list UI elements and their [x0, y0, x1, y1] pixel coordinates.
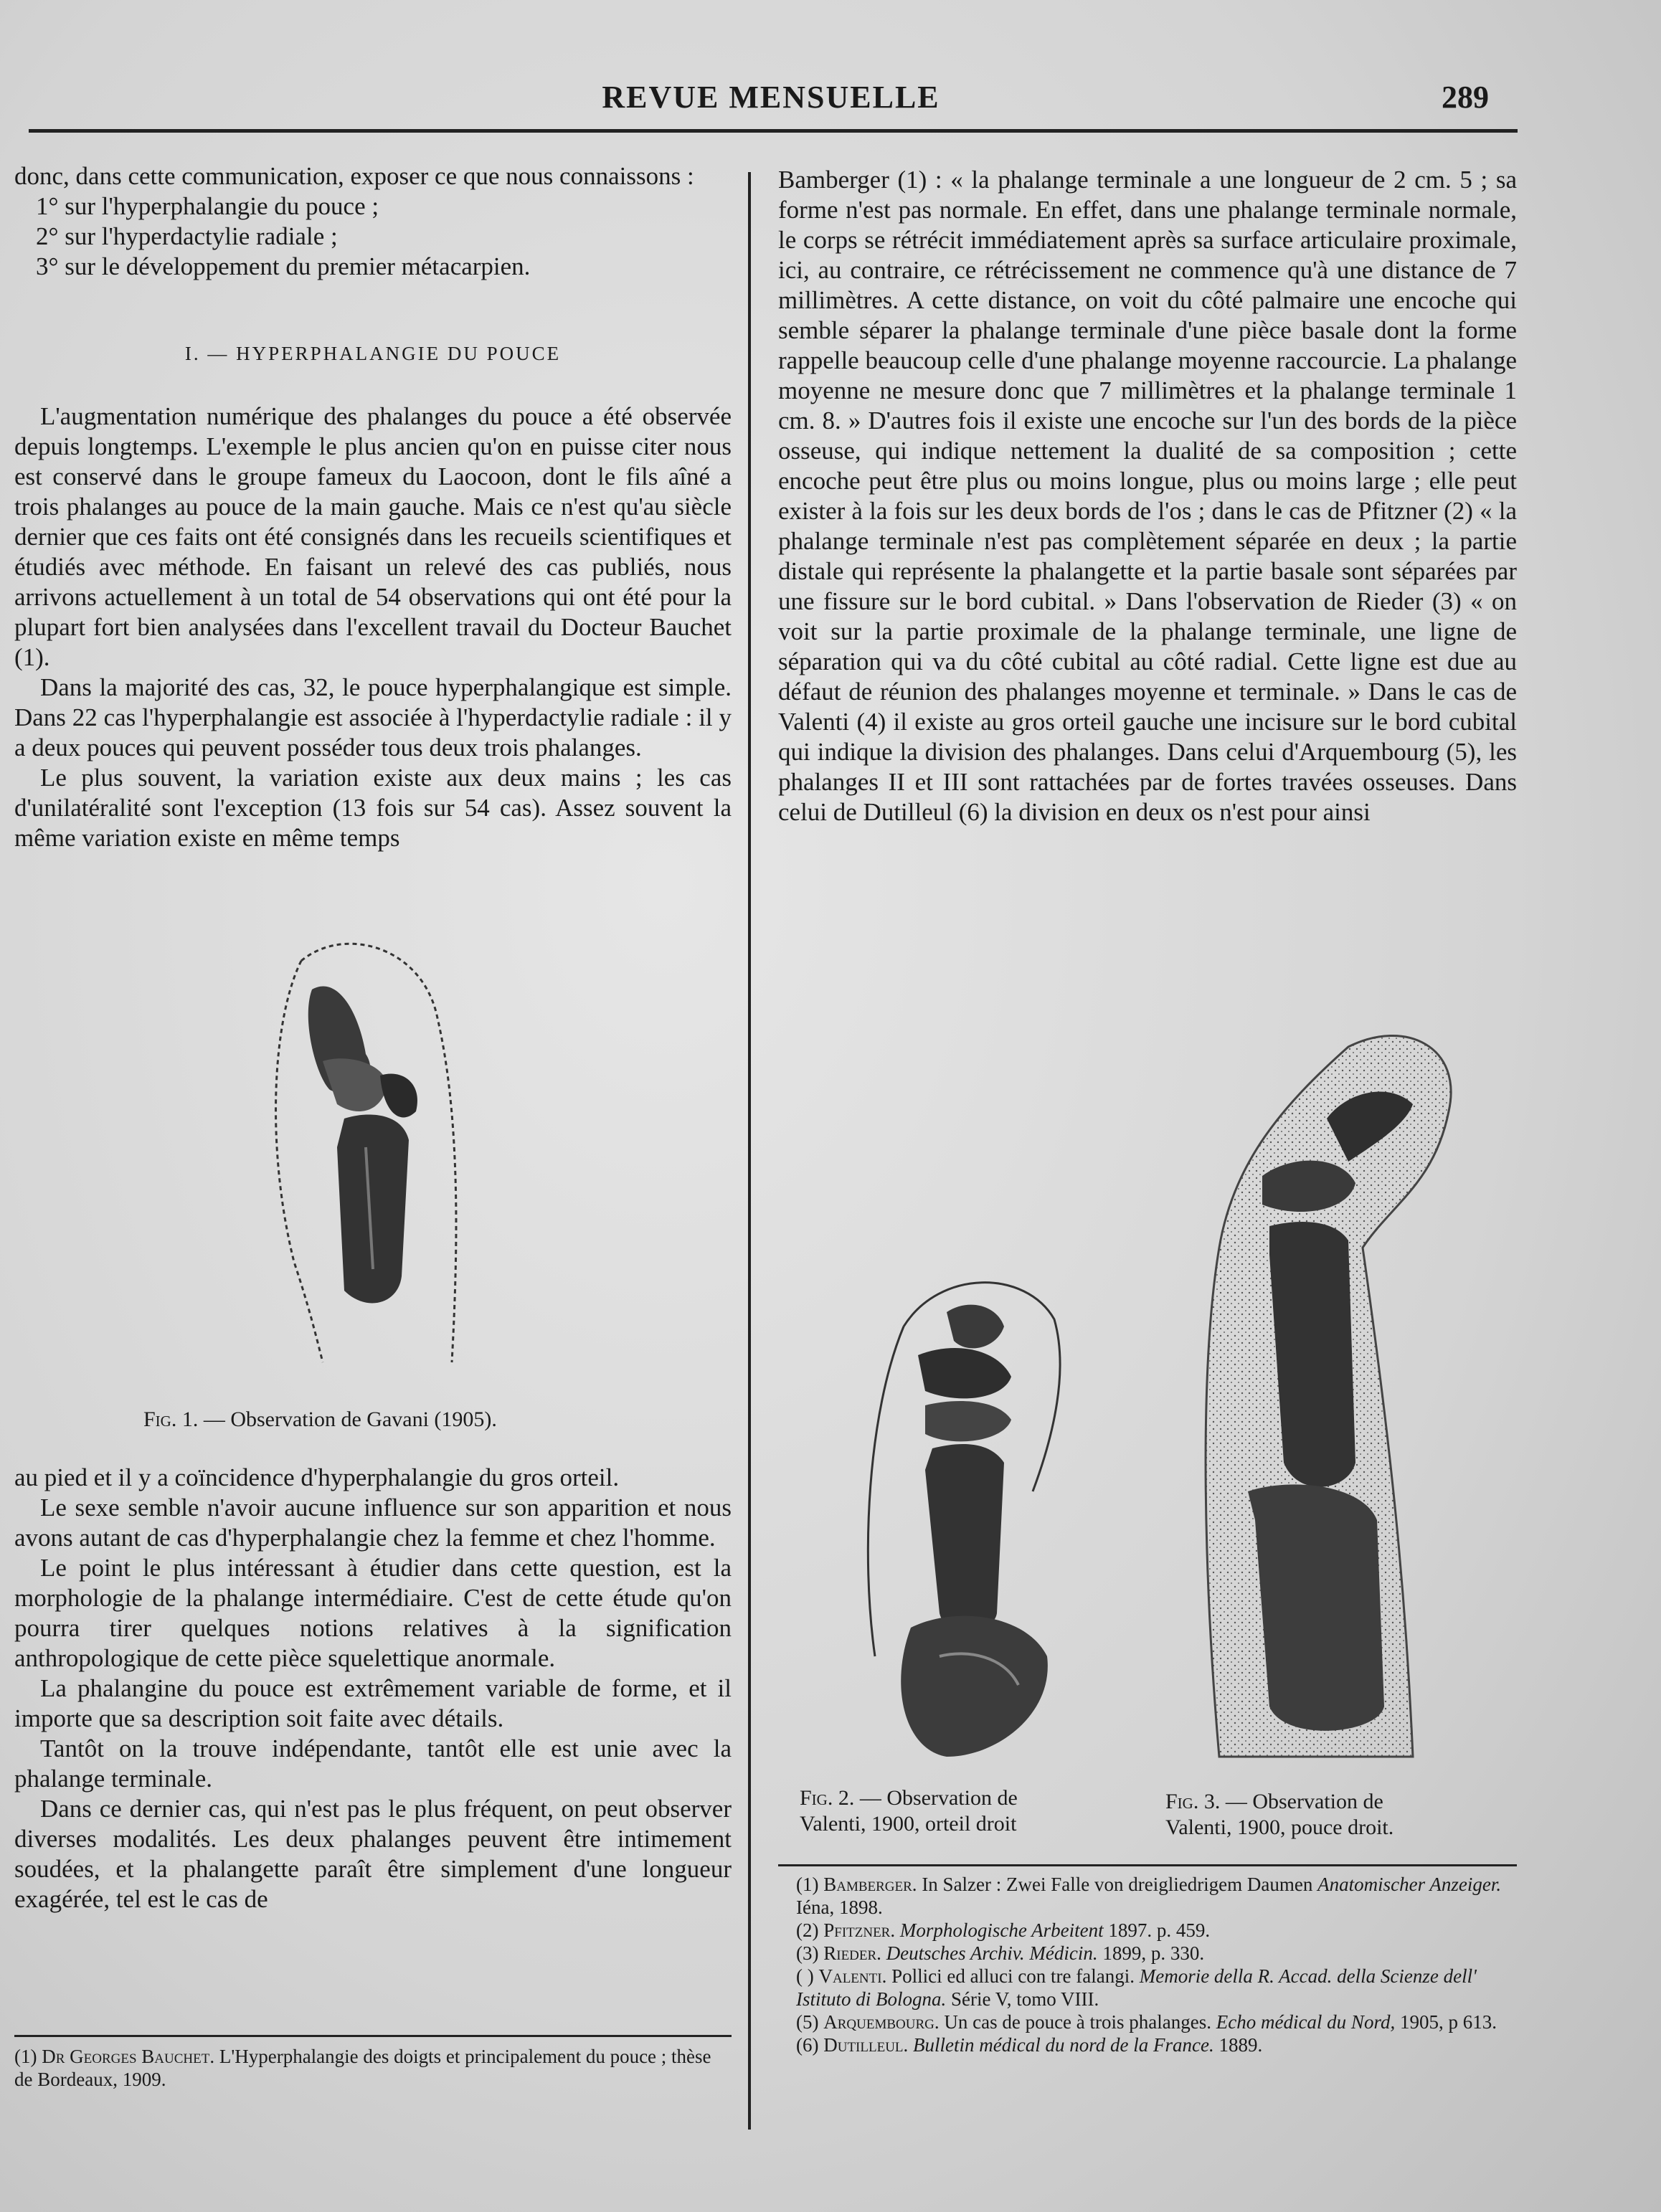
footnote-journal: Morphologische Arbeitent — [899, 1919, 1104, 1941]
footnote-text: Un cas de pouce à trois phalanges. — [944, 2011, 1211, 2033]
paragraph: au pied et il y a coïncidence d'hyperphalangie du gros orteil. — [14, 1463, 620, 1491]
figure-3-illustration — [1176, 1018, 1477, 1778]
footnote-author: Pfitzner. — [823, 1919, 896, 1941]
footnote — [796, 1873, 1513, 1919]
paragraph: Le plus souvent, la variation existe aux deux mains ; les cas d'unilatéralité sont l'exception (13 fois sur 54 cas). Assez souvent la même variation existe en même temps — [14, 764, 732, 852]
paragraph: La phalangine du pouce est extrêmement variable de forme, et il importe que sa description soit faite avec détails. — [14, 1674, 732, 1732]
left-column-bottom — [14, 1463, 732, 1914]
paragraph: L'augmentation numérique des phalanges du pouce a été observée depuis longtemps. L'exemple le plus ancien qu'on en puisse citer nous est conservé dans le groupe fameux du Laocoon, dont le fils aîné a trois phalanges au pouce de la main gauche. Mais ce n'est qu'au siècle dernier que ces faits ont été consignés dans les recueils scientifiques et étudiés avec méthode. En faisant un relevé des cas publiés, nous arrivons actuellement à un total de 54 observations qui ont été pour la plupart fort bien analysées dans l'excellent travail du Docteur Bauchet (1). — [14, 402, 732, 671]
footnote-text: L'Hyperphalangie des doigts et principalement du pouce ; thèse de Bordeaux, 1909. — [14, 2046, 711, 2090]
figure-3-caption-line-1: — Observation de — [1225, 1790, 1383, 1813]
right-column-top — [778, 165, 1517, 827]
paragraph: Tantôt on la trouve indépendante, tantôt elle est unie avec la phalange terminale. — [14, 1734, 732, 1793]
paragraph: donc, dans cette communication, exposer ce que nous connaissons : — [14, 162, 694, 190]
header-rule — [29, 129, 1518, 133]
footnote — [796, 2033, 1513, 2056]
list-item: 2° sur l'hyperdactylie radiale ; — [36, 222, 338, 250]
paragraph: Le sexe semble n'avoir aucune influence sur son apparition et nous avons autant de cas d'hyperphalangie chez la femme et chez l'homme. — [14, 1494, 732, 1552]
figure-1-illustration — [258, 932, 502, 1377]
thumb-bone-drawing — [258, 932, 502, 1377]
paragraph: Bamberger (1) : « la phalange terminale a une longueur de 2 cm. 5 ; sa forme n'est pas normale. En effet, dans une phalange terminale normale, le corps se rétrécit immédiatement après sa surface articulaire proximale, ici, au contraire, ce rétrécissement ne commence qu'à une distance de 7 millimètres. A cette distance, on voit du côté palmaire une encoche qui semble séparer la phalange terminale d'une pièce basale dont la forme rappelle beaucoup celle d'une phalange moyenne raccourcie. La phalange moyenne ne mesure donc que 7 millimètres et la phalange terminale 1 cm. 8. » D'autres fois il existe une encoche sur l'un des bords de la pièce osseuse, qui indique nettement la dualité de sa composition ; cette encoche peut être plus ou moins longue, plus ou moins large ; elle peut exister à la fois sur les deux bords de l'os ; dans le cas de Pfitzner (2) « la phalange terminale n'est pas complètement séparée en deux ; la partie distale qui représente la phalangette et la partie basale sont séparées par une fissure sur le bord cubital. » Dans l'observation de Rieder (3) « on voit sur la partie proximale de la phalange terminale, une ligne de séparation qui va du côté cubital au côté radial. Cette ligne est due au défaut de réunion des phalanges moyenne et terminale. » Dans le cas de Valenti (4) il existe au gros orteil gauche une incisure sur le bord cubital qui indique la division des phalanges. Dans celui d'Arquembourg (5), les phalanges II et III sont rattachées par de fortes travées osseuses. Dans celui de Dutilleul (6) la division en deux os n'est pour ainsi — [778, 166, 1517, 826]
section-heading: I. — HYPERPHALANGIE DU POUCE — [184, 343, 562, 364]
right-footnotes — [796, 1873, 1513, 2056]
footnote-journal: Deutsches Archiv. Médicin. — [886, 1942, 1098, 1964]
footnote-author: Bamberger. — [823, 1874, 917, 1895]
footnote-journal: Echo médical du Nord, — [1216, 2011, 1396, 2033]
footnote-number: (3) — [796, 1942, 819, 1964]
footnote-rule — [14, 2035, 732, 2037]
footnote-text: Iéna, 1898. — [796, 1897, 883, 1918]
figure-1-caption — [143, 1407, 497, 1433]
paragraph: Le point le plus intéressant à étudier dans cette question, est la morphologie de la phalange intermédiaire. C'est de cette étude qu'on pourra tirer quelques notions relatives à la signification anthropologique de cette pièce squelettique anormale. — [14, 1554, 732, 1672]
footnote — [14, 2045, 732, 2091]
column-divider — [748, 172, 751, 2130]
footnote-text: Pollici ed alluci con tre falangi. — [891, 1965, 1135, 1987]
footnote-author: Dr Georges Bauchet. — [42, 2046, 215, 2067]
paragraph: Dans ce dernier cas, qui n'est pas le plus fréquent, on peut observer diverses modalités. Les deux phalanges peuvent être intimement soudées, et la phalangette paraît être simplement d'une longueur exagérée, tel est le cas de — [14, 1795, 732, 1913]
footnote-author: Rieder. — [823, 1942, 881, 1964]
figure-2-caption-line-1: — Observation de — [859, 1786, 1018, 1810]
figure-2-illustration — [839, 1255, 1097, 1785]
figure-3-label: Fig. 3. — [1165, 1790, 1221, 1813]
figure-2-caption — [800, 1785, 1101, 1837]
figure-1-caption-text: — Observation de Gavani (1905). — [203, 1408, 497, 1431]
figure-2-caption-line-2: Valenti, 1900, orteil droit — [800, 1812, 1017, 1836]
footnote-text: 1889. — [1218, 2034, 1263, 2056]
list-item: 3° sur le développement du premier métacarpien. — [36, 252, 531, 280]
footnote — [796, 1965, 1513, 2011]
page-number: 289 — [1442, 80, 1489, 115]
footnote-journal: Memorie della R. Accad. della Scienze dell' Istituto di Bologna. — [796, 1965, 1477, 2010]
footnote — [796, 1942, 1513, 1965]
footnote-rule — [778, 1864, 1517, 1866]
footnote-text: 1899, p. 330. — [1102, 1942, 1205, 1964]
footnote-journal: Anatomischer Anzeiger. — [1317, 1874, 1502, 1895]
footnote-text: In Salzer : Zwei Falle von dreigliedrigem Daumen — [922, 1874, 1313, 1895]
footnote — [796, 1919, 1513, 1942]
footnote-text: 1897. p. 459. — [1108, 1919, 1211, 1941]
footnote-author: Dutilleul. — [823, 2034, 909, 2056]
footnote-number: (6) — [796, 2034, 819, 2056]
footnote-number: (5) — [796, 2011, 819, 2033]
footnote-text: Série V, tomo VIII. — [951, 1988, 1099, 2010]
running-header-title: REVUE MENSUELLE — [602, 80, 940, 115]
figure-3-caption — [1165, 1789, 1481, 1841]
figure-1-label: Fig. 1. — [143, 1408, 199, 1431]
paragraph: Dans la majorité des cas, 32, le pouce hyperphalangique est simple. Dans 22 cas l'hyperphalangie est associée à l'hyperdactylie radiale : il y a deux pouces qui peuvent posséder tous deux trois phalanges. — [14, 673, 732, 761]
thumb-bone-drawing — [1176, 1018, 1477, 1778]
left-column-top — [14, 161, 732, 282]
footnote-number: (1) — [14, 2046, 37, 2067]
figure-2-label: Fig. 2. — [800, 1786, 855, 1810]
list-item: 1° sur l'hyperphalangie du pouce ; — [36, 192, 379, 220]
footnote-number: (1) — [796, 1874, 819, 1895]
footnote-number: (2) — [796, 1919, 819, 1941]
footnote-text: 1905, p 613. — [1399, 2011, 1497, 2033]
left-column-body — [14, 402, 732, 853]
figure-3-caption-line-2: Valenti, 1900, pouce droit. — [1165, 1815, 1394, 1839]
footnote — [796, 2011, 1513, 2033]
left-footnotes — [14, 2045, 732, 2091]
footnote-number: ( ) — [796, 1965, 814, 1987]
footnote-author: Arquembourg. — [823, 2011, 940, 2033]
toe-bone-drawing — [839, 1255, 1097, 1785]
footnote-author: Valenti. — [818, 1965, 887, 1987]
footnote-journal: Bulletin médical du nord de la France. — [913, 2034, 1214, 2056]
